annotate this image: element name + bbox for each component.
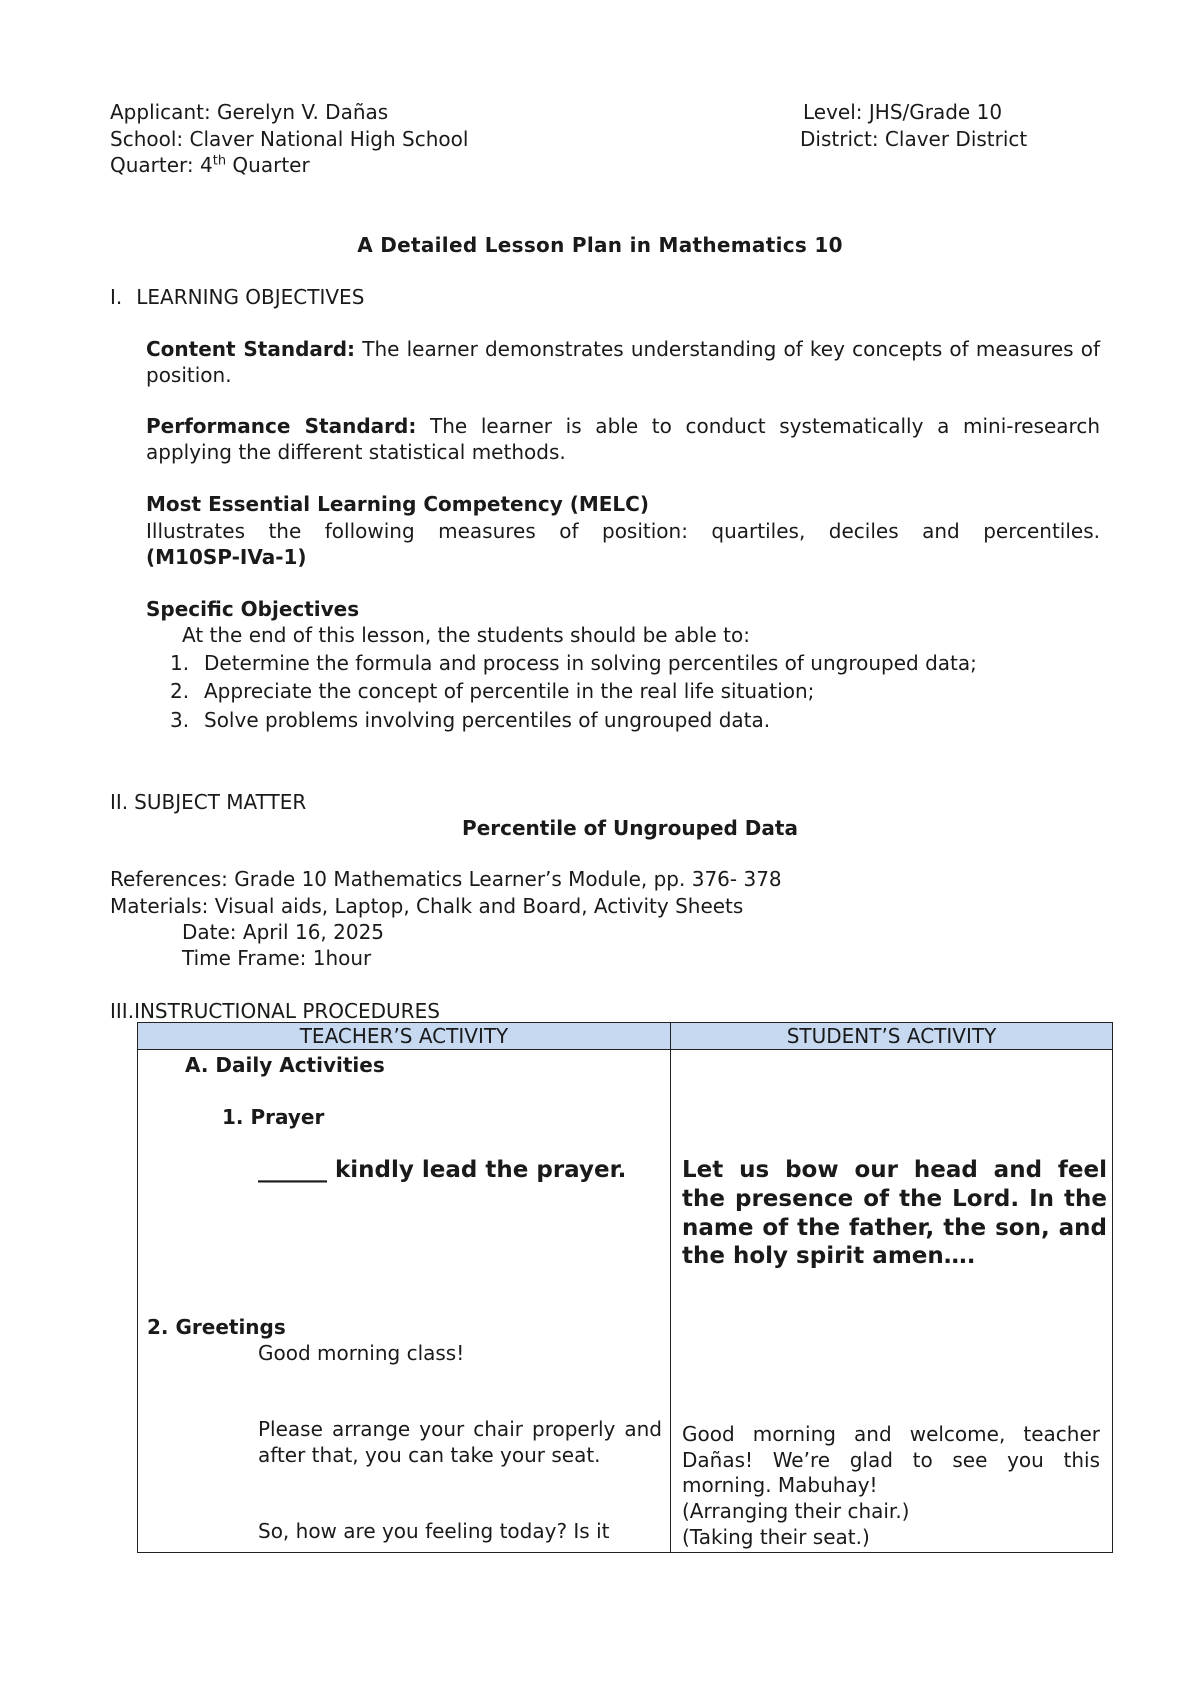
prayer-student-text: Let us bow our head and feel the presence of the Lord. In the name of the father, the son, and the holy spirit amen…. xyxy=(682,1157,1107,1270)
melc-text: Illustrates the following measures of position: quartiles, deciles and percentiles. xyxy=(146,519,1100,543)
objective-item: 3. Solve problems involving percentiles of ungrouped data. xyxy=(170,708,771,732)
materials-line: Materials: Visual aids, Laptop, Chalk and Board, Activity Sheets xyxy=(110,894,744,918)
section-1-heading: I. LEARNING OBJECTIVES xyxy=(110,285,365,309)
specific-objectives-intro: At the end of this lesson, the students should be able to: xyxy=(182,623,750,647)
teacher-activity-header: TEACHER’S ACTIVITY xyxy=(138,1023,671,1050)
greet-teacher-3: So, how are you feeling today? Is it xyxy=(258,1519,610,1543)
objective-item: 2. Appreciate the concept of percentile in the real life situation; xyxy=(170,679,815,703)
teacher-activity-cell xyxy=(138,1050,671,1553)
section-2-heading: II. SUBJECT MATTER xyxy=(110,790,307,814)
date-line: Date: April 16, 2025 xyxy=(182,920,385,944)
subject-topic: Percentile of Ungrouped Data xyxy=(462,816,798,840)
content-standard: Content Standard: The learner demonstrates understanding of key concepts of measures of position. xyxy=(146,337,1100,387)
specific-objectives-label: Specific Objectives xyxy=(146,597,360,621)
quarter-line: Quarter: 4th Quarter xyxy=(110,153,310,177)
references-line: References: Grade 10 Mathematics Learner’s Module, pp. 376- 378 xyxy=(110,867,782,891)
time-frame-line: Time Frame: 1hour xyxy=(182,946,372,970)
melc-label: Most Essential Learning Competency (MELC) xyxy=(146,492,649,516)
section-3-heading: III.INSTRUCTIONAL PROCEDURES xyxy=(110,999,440,1023)
procedures-table xyxy=(137,1022,1113,1553)
level-line: Level: JHS/Grade 10 xyxy=(803,100,1003,124)
greet-student-2: (Arranging their chair.) xyxy=(682,1499,910,1523)
greet-teacher-1: Good morning class! xyxy=(258,1341,465,1365)
table-header-row xyxy=(138,1023,1113,1050)
table-row xyxy=(138,1050,1113,1553)
greetings-heading: 2. Greetings xyxy=(147,1315,286,1339)
prayer-teacher-text: ______ kindly lead the prayer. xyxy=(258,1157,627,1183)
greet-student-3: (Taking their seat.) xyxy=(682,1525,870,1549)
daily-activities-heading: A. Daily Activities xyxy=(185,1053,385,1077)
document-title: A Detailed Lesson Plan in Mathematics 10 xyxy=(357,233,843,257)
prayer-heading: 1. Prayer xyxy=(222,1105,325,1129)
greet-student-1: Good morning and welcome, teacher Dañas! We’re glad to see you this morning. Mabuhay! xyxy=(682,1422,1100,1498)
district-line: District: Claver District xyxy=(800,127,1028,151)
objective-item: 1. Determine the formula and process in solving percentiles of ungrouped data; xyxy=(170,651,977,675)
school-line: School: Claver National High School xyxy=(110,127,469,151)
applicant-line: Applicant: Gerelyn V. Dañas xyxy=(110,100,389,124)
performance-standard: Performance Standard: The learner is able to conduct systematically a mini-research applying the different statistical methods. xyxy=(146,414,1100,464)
melc-code: (M10SP-IVa-1) xyxy=(146,545,307,569)
student-activity-header: STUDENT’S ACTIVITY xyxy=(671,1023,1113,1050)
greet-teacher-2: Please arrange your chair properly and after that, you can take your seat. xyxy=(258,1417,662,1467)
student-activity-cell xyxy=(671,1050,1113,1553)
